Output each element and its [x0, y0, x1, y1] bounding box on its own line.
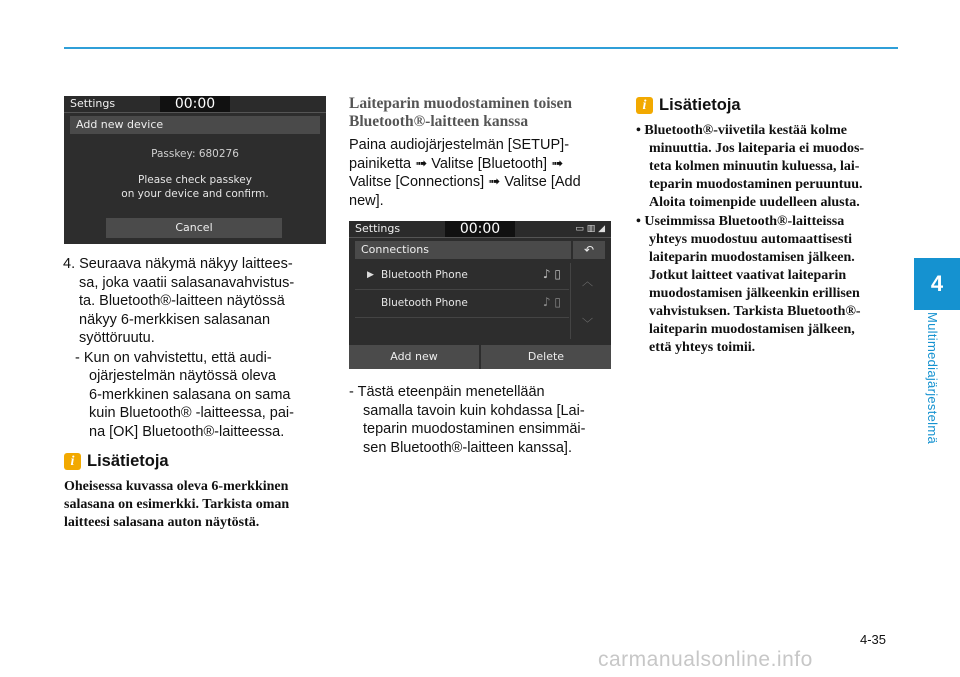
passkey-screen: [64, 96, 326, 244]
cancel-button[interactable]: Cancel: [106, 218, 282, 238]
bullet2-line3: laiteparin muodostamisen jälkeen.: [649, 250, 855, 265]
step4-line4: näkyy 6-merkkisen salasanan: [79, 312, 271, 328]
connections-screen: [349, 221, 611, 369]
delete-button[interactable]: Delete: [481, 345, 611, 369]
note-line4: sen Bluetooth®-laitteen kanssa].: [363, 440, 572, 456]
screen-header: [64, 96, 326, 113]
step4-line2: sa, joka vaatii salasanavahvistus-: [79, 275, 295, 291]
note-line1: - Tästä eteenpäin menetellään: [349, 384, 545, 400]
screen-clock: 00:00: [160, 96, 230, 112]
audio-phone-icons: ♪ ▯: [542, 267, 561, 281]
para-line3: Valitse [Connections] ➟ Valitse [Add: [349, 174, 581, 190]
scroll-up-icon[interactable]: ︿: [582, 275, 593, 288]
confirm-message-line1: Please check passkey: [138, 174, 252, 186]
play-icon: ▶: [367, 270, 374, 280]
para-line2: painiketta ➟ Valitse [Bluetooth] ➟: [349, 156, 564, 172]
info-line1: Oheisessa kuvassa oleva 6-merkkinen: [64, 479, 289, 494]
bullet2-line4: Jotkut laitteet vaativat laiteparin: [649, 268, 847, 283]
info-heading-left: [64, 452, 169, 471]
add-new-device-bar: Add new device: [70, 116, 320, 134]
info-icon: i: [636, 97, 653, 114]
step4-line3: ta. Bluetooth®-laitteen näytössä: [79, 293, 285, 309]
audio-phone-icons: ♪ ▯: [542, 295, 561, 309]
scroll-area[interactable]: [570, 263, 605, 339]
screen-title: Settings: [355, 222, 401, 235]
screen-clock: 00:00: [445, 221, 515, 237]
sub-line3: 6-merkkinen salasana on sama: [89, 387, 291, 403]
device-row-2[interactable]: [355, 291, 569, 318]
bullet2-line7: laiteparin muodostamisen jälkeen,: [649, 322, 855, 337]
info-icon: i: [64, 453, 81, 470]
device-name: Bluetooth Phone: [381, 269, 468, 281]
watermark: carmanualsonline.info: [598, 648, 813, 671]
screen-title: Settings: [70, 97, 116, 110]
device-name: Bluetooth Phone: [381, 297, 468, 309]
bullet2-line1: • Useimmissa Bluetooth®-laitteissa: [636, 214, 845, 229]
add-new-button[interactable]: Add new: [349, 345, 479, 369]
sub-line1: - Kun on vahvistettu, että audi-: [75, 350, 272, 366]
chapter-number-tab: 4: [914, 258, 960, 310]
info-line3: laitteesi salasana auton näytöstä.: [64, 515, 260, 530]
bullet2-line2: yhteys muodostuu automaattisesti: [649, 232, 853, 247]
info-title: Lisätietoja: [659, 96, 741, 114]
info-line2: salasana on esimerkki. Tarkista oman: [64, 497, 290, 512]
info-heading-right: [636, 96, 741, 115]
bullet1-line4: teparin muodostaminen peruuntuu.: [649, 177, 863, 192]
confirm-message-line2: on your device and confirm.: [121, 188, 269, 200]
note-line2: samalla tavoin kuin kohdassa [Lai-: [363, 403, 585, 419]
section-heading-line2: Bluetooth®-laitteen kanssa: [349, 113, 529, 130]
page-number: 4-35: [860, 632, 887, 647]
back-icon: ↶: [583, 243, 595, 257]
scroll-down-icon[interactable]: ﹀: [582, 317, 593, 330]
device-row-1[interactable]: [355, 263, 569, 290]
sub-line5: na [OK] Bluetooth®-laitteessa.: [89, 424, 285, 440]
screen-header: [349, 221, 611, 238]
bullet2-line6: vahvistuksen. Tarkista Bluetooth®-: [649, 304, 861, 319]
info-title: Lisätietoja: [87, 452, 169, 470]
bullet1-line5: Aloita toimenpide uudelleen alusta.: [649, 195, 860, 210]
section-heading-line1: Laiteparin muodostaminen toisen: [349, 95, 573, 112]
bullet1-line2: minuuttia. Jos laiteparia ei muodos-: [649, 141, 865, 156]
bullet2-line5: muodostamisen jälkeenkin erillisen: [649, 286, 860, 301]
passkey-label: Passkey: 680276: [151, 148, 239, 160]
sub-line2: ojärjestelmän näytössä oleva: [89, 368, 276, 384]
back-button[interactable]: [573, 241, 605, 259]
header-rule: [64, 47, 898, 49]
para-line4: new].: [349, 193, 384, 209]
bullet2-line8: että yhteys toimii.: [649, 340, 756, 355]
step4-line1: 4. Seuraava näkymä näkyy laittees-: [63, 256, 293, 272]
para-line1: Paina audiojärjestelmän [SETUP]-: [349, 137, 570, 153]
step4-line5: syöttöruutu.: [79, 330, 155, 346]
note-line3: teparin muodostaminen ensimmäi-: [363, 421, 586, 437]
status-icons: ▭ ▥ ◢: [575, 224, 605, 234]
bullet1-line3: teta kolmen minuutin kuluessa, lai-: [649, 159, 860, 174]
sub-line4: kuin Bluetooth® -laitteessa, pai-: [89, 405, 294, 421]
connections-bar: Connections: [355, 241, 571, 259]
chapter-title: Multimediajärjestelmä: [925, 312, 940, 445]
bullet1-line1: • Bluetooth®-viivetila kestää kolme: [636, 123, 847, 138]
